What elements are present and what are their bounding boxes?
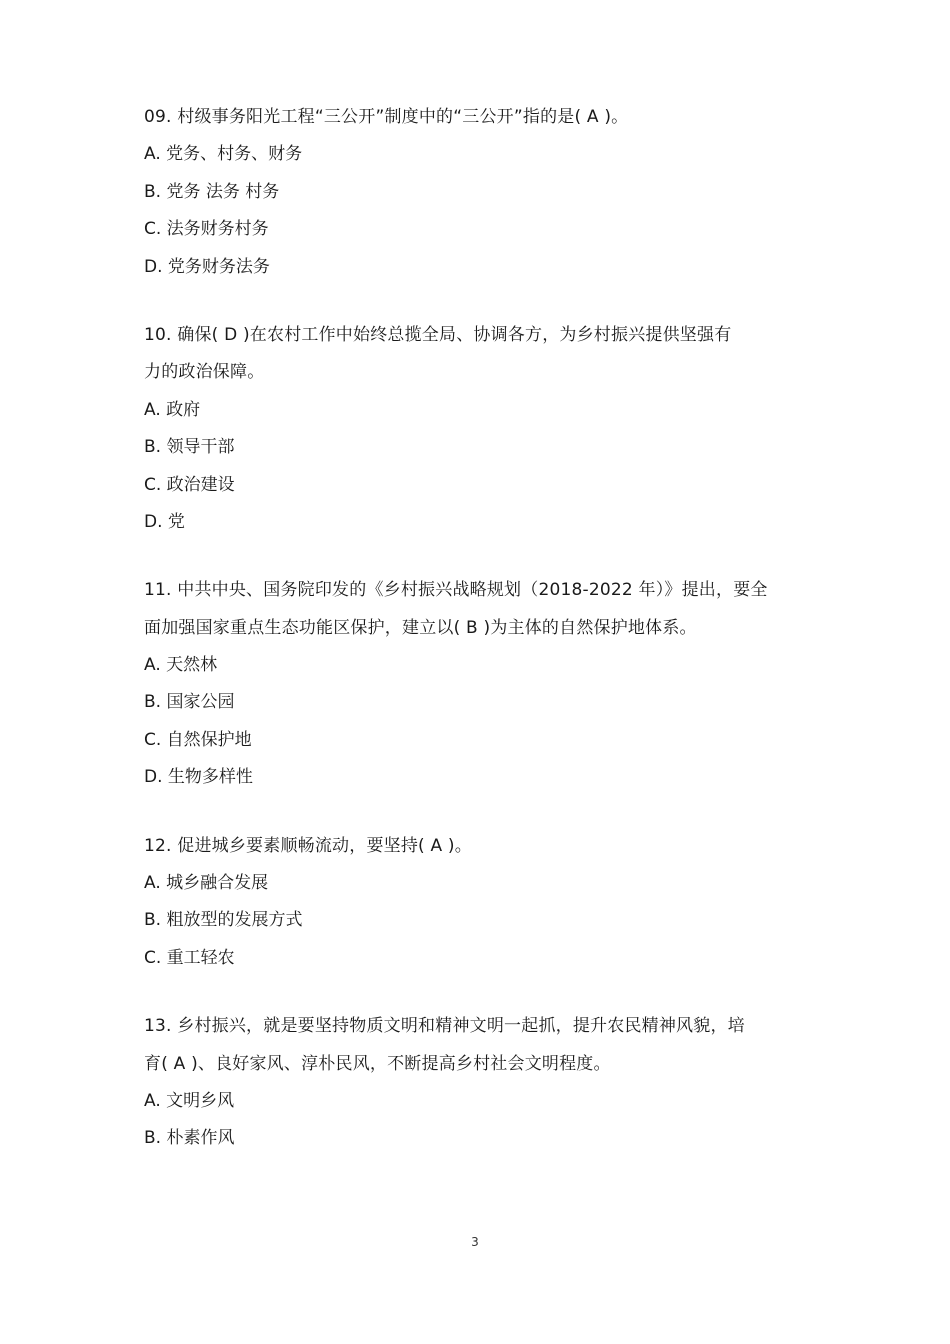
question-10 bbox=[144, 317, 816, 541]
option-b: B. 国家公园 bbox=[144, 692, 235, 713]
option-b: B. 粗放型的发展方式 bbox=[144, 910, 303, 931]
question-stem bbox=[144, 317, 816, 392]
option-c: C. 政治建设 bbox=[144, 474, 235, 495]
option-a: A. 天然林 bbox=[144, 655, 218, 676]
option-d: D. 党 bbox=[144, 511, 185, 532]
option-a: A. 党务、村务、财务 bbox=[144, 144, 303, 165]
question-09 bbox=[144, 99, 816, 286]
question-list bbox=[144, 99, 816, 1189]
option-a: A. 政府 bbox=[144, 399, 201, 420]
stem-line: 11. 中共中央、国务院印发的《乡村振兴战略规划（2018-2022 年）》提出，要全 bbox=[144, 580, 768, 601]
stem-line: 力的政治保障。 bbox=[144, 362, 265, 383]
stem-line: 面加强国家重点生态功能区保护，建立以( B )为主体的自然保护地体系。 bbox=[144, 617, 697, 638]
question-stem bbox=[144, 99, 816, 136]
question-stem bbox=[144, 828, 816, 865]
question-stem bbox=[144, 572, 816, 647]
question-11 bbox=[144, 572, 816, 796]
option-c: C. 自然保护地 bbox=[144, 729, 252, 750]
option-a: A. 文明乡风 bbox=[144, 1090, 235, 1111]
stem-line: 12. 促进城乡要素顺畅流动，要坚持( A )。 bbox=[144, 835, 472, 856]
question-13 bbox=[144, 1008, 816, 1158]
option-b: B. 朴素作风 bbox=[144, 1128, 235, 1149]
stem-line: 13. 乡村振兴，就是要坚持物质文明和精神文明一起抓，提升农民精神风貌，培 bbox=[144, 1016, 745, 1037]
option-d: D. 生物多样性 bbox=[144, 767, 253, 788]
option-a: A. 城乡融合发展 bbox=[144, 873, 269, 894]
option-d: D. 党务财务法务 bbox=[144, 256, 270, 277]
stem-line: 育( A )、良好家风、淳朴民风，不断提高乡村社会文明程度。 bbox=[144, 1053, 611, 1074]
option-c: C. 重工轻农 bbox=[144, 947, 235, 968]
question-12 bbox=[144, 828, 816, 978]
stem-line: 09. 村级事务阳光工程“三公开”制度中的“三公开”指的是( A )。 bbox=[144, 107, 629, 127]
option-c: C. 法务财务村务 bbox=[144, 219, 269, 240]
stem-line: 10. 确保( D )在农村工作中始终总揽全局、协调各方，为乡村振兴提供坚强有 bbox=[144, 324, 732, 345]
option-b: B. 党务 法务 村务 bbox=[144, 181, 280, 202]
page-number: 3 bbox=[471, 1235, 479, 1249]
option-b: B. 领导干部 bbox=[144, 437, 235, 458]
question-stem bbox=[144, 1008, 816, 1083]
